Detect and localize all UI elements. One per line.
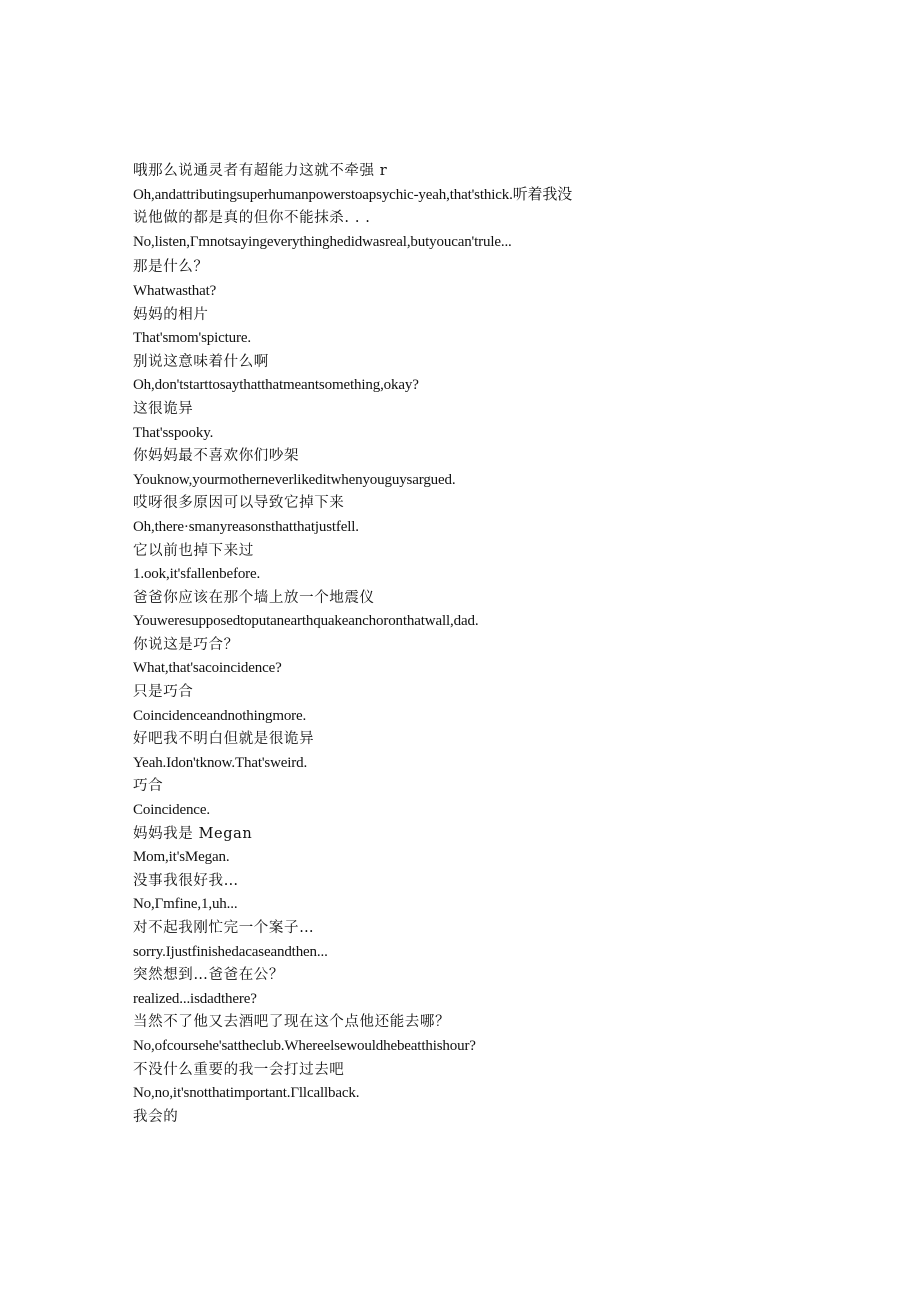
transcript-line: 说他做的都是真的但你不能抹杀. . .	[133, 210, 371, 227]
transcript-line: That'sspooky.	[133, 424, 214, 441]
transcript-line: That'smom'spicture.	[133, 330, 251, 347]
transcript-line: 没事我很好我…	[133, 872, 239, 889]
transcript-line: Coincidenceandnothingmore.	[133, 707, 307, 724]
transcript-line: 不没什么重要的我一会打过去吧	[133, 1061, 345, 1078]
transcript-line: 你妈妈最不喜欢你们吵架	[133, 448, 300, 465]
transcript-line: 别说这意味着什么啊	[133, 353, 269, 370]
transcript-line: 它以前也掉下来过	[133, 542, 254, 559]
transcript-line: Coincidence.	[133, 802, 210, 819]
transcript-line: realized...isdadthere?	[133, 990, 257, 1007]
transcript-line: Mom,it'sMegan.	[133, 849, 230, 866]
transcript-line: Oh,don'tstarttosaythatthatmeantsomething,okay?	[133, 377, 419, 394]
transcript-line: 只是巧合	[133, 684, 194, 701]
transcript-line: sorry.Ijustfinishedacaseandthen...	[133, 943, 328, 960]
transcript-line: No,listen,Γmnotsayingeverythinghedidwasreal,butyoucan'trule...	[133, 233, 512, 250]
transcript-line: 好吧我不明白但就是很诡异	[133, 731, 315, 748]
transcript-line: 你说这是巧合？	[133, 636, 239, 653]
transcript-line: 我会的	[133, 1108, 179, 1125]
transcript-line: 哦那么说通灵者有超能力这就不牵强 r	[133, 163, 388, 179]
transcript-line: 巧合	[133, 778, 164, 795]
transcript-line: Oh,there·smanyreasonsthatthatjustfell.	[133, 518, 359, 535]
transcript-line: No,ofcoursehe'sattheclub.Whereelsewouldhebeatthishour?	[133, 1037, 476, 1054]
transcript-line: What,that'sacoincidence?	[133, 660, 282, 677]
transcript-line: 妈妈我是 Megan	[133, 825, 253, 842]
transcript-line: 对不起我刚忙完一个案子…	[133, 920, 315, 936]
transcript-line: 这很诡异	[133, 400, 194, 417]
transcript-line: 爸爸你应该在那个墙上放一个地震仪	[133, 589, 375, 606]
transcript-line: No,no,it'snotthatimportant.Γllcallback.	[133, 1085, 360, 1102]
transcript-line: Whatwasthat?	[133, 282, 217, 299]
transcript-line: 妈妈的相片	[133, 306, 209, 323]
subtitle-transcript	[133, 160, 833, 1129]
transcript-line: Oh,andattributingsuperhumanpowerstoapsychic-yeah,that'sthick.听着我没	[133, 186, 573, 203]
transcript-line: Youknow,yourmotherneverlikeditwhenyouguysargued.	[133, 471, 456, 488]
transcript-line: 1.ook,it'sfallenbefore.	[133, 566, 261, 583]
transcript-line: 那是什么？	[133, 259, 209, 276]
transcript-line: Yeah.Idon'tknow.That'sweird.	[133, 754, 308, 771]
transcript-line: No,Γmfine,1,uh...	[133, 896, 238, 913]
transcript-line: Youweresupposedtoputanearthquakeanchoronthatwall,dad.	[133, 613, 479, 630]
transcript-line: 当然不了他又去酒吧了现在这个点他还能去哪？	[133, 1014, 451, 1031]
transcript-line: 突然想到…爸爸在公？	[133, 967, 284, 984]
transcript-line: 哎呀很多原因可以导致它掉下来	[133, 495, 345, 512]
